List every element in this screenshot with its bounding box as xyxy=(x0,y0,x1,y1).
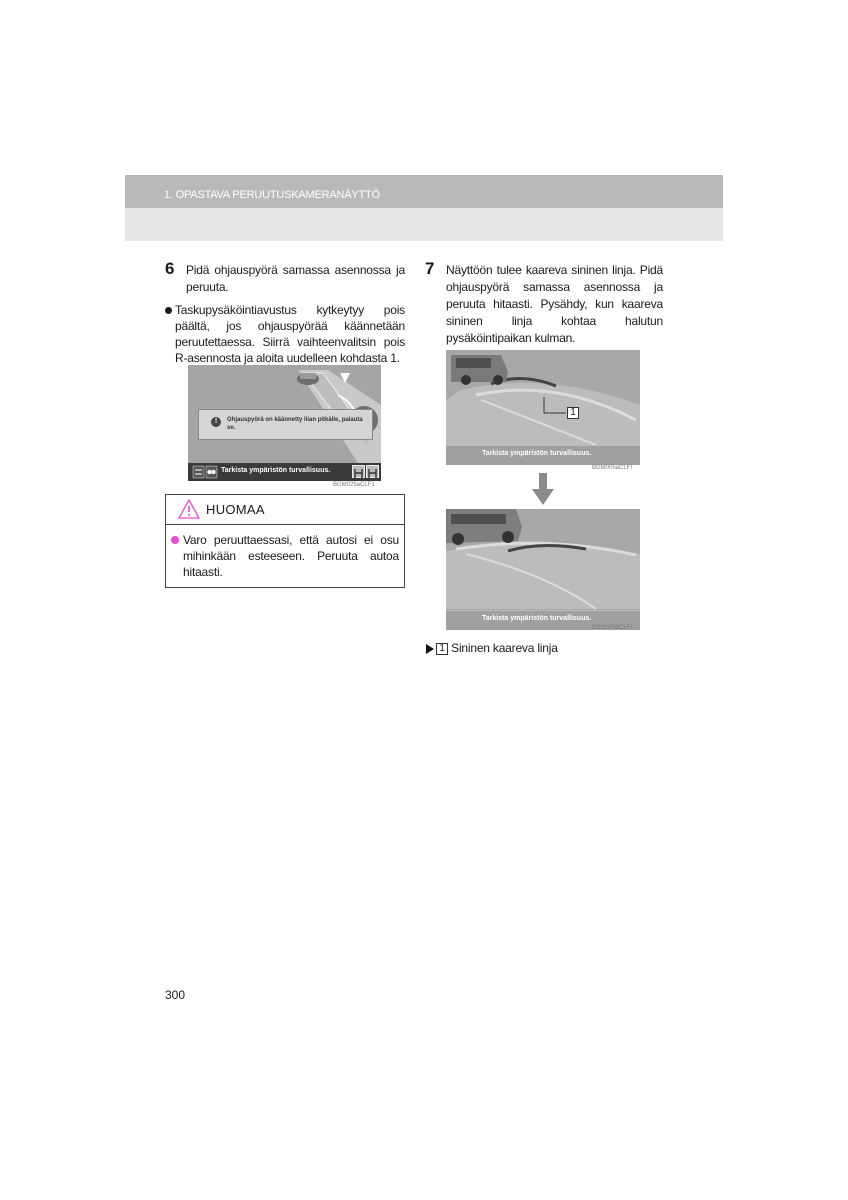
caution-header xyxy=(166,495,404,525)
bullet-dot-icon xyxy=(165,307,172,314)
warning-message: Ohjauspyörä on käännetty liian pitkälle, palauta se. xyxy=(227,417,363,431)
step-6 xyxy=(165,259,405,296)
screen-bar-text: Tarkista ympäristön turvallisuus. xyxy=(482,450,592,457)
camera-screen-curved-line-top xyxy=(446,350,640,465)
figure-code: BGM005aCLFI xyxy=(592,465,633,471)
caution-text: Varo peruuttaessasi, että autosi ei osu mihinkään esteeseen. Peruuta autoa hitaasti. xyxy=(183,533,399,579)
callout-label: 1 xyxy=(567,407,579,419)
bullet-text: Taskupysäköintiavustus kytkeytyy pois päältä, jos ohjauspyörää käännetään peruutettaessa. Siirrä vaihteenvalitsin pois R-asennosta ja aloita uudelleen kohdasta 1. xyxy=(175,303,405,365)
camera-screen-curved-line-bottom xyxy=(446,509,640,630)
arrow-down-icon xyxy=(532,473,554,505)
guide-lines-icon xyxy=(367,468,378,479)
caution-body xyxy=(171,532,399,580)
figure-code: BGM005bCLFI xyxy=(592,625,633,631)
screen-status-bar xyxy=(446,445,640,465)
header-title-bar xyxy=(125,175,723,208)
caution-dot-icon xyxy=(171,536,179,544)
section-title: 1. OPASTAVA PERUUTUSKAMERANÄYTTÖ xyxy=(164,189,380,201)
warning-triangle-icon xyxy=(178,498,200,520)
figure-legend xyxy=(426,640,558,656)
step-number: 7 xyxy=(425,259,435,278)
left-column xyxy=(165,259,405,366)
step-7 xyxy=(425,259,663,347)
figure-code: BGM025aCLF1 xyxy=(333,482,375,488)
page-header xyxy=(125,175,723,241)
guide-button-2[interactable] xyxy=(366,465,379,478)
screen-bar-text: Tarkista ympäristön turvallisuus. xyxy=(221,467,331,474)
warning-icon: ! xyxy=(211,417,221,427)
camera-screen-steering-warning xyxy=(188,365,381,481)
guide-lines-icon xyxy=(353,468,364,479)
screen-status-bar xyxy=(188,463,381,481)
step-text: Näyttöön tulee kaareva sininen linja. Pidä ohjauspyörä samassa asennossa ja peruuta hitaasti. Pysähdy, kun kaareva sininen linja kohtaa halutun pysäköintipaikan kulman. xyxy=(446,263,663,345)
step-number: 6 xyxy=(165,259,175,278)
screen-bar-text: Tarkista ympäristön turvallisuus. xyxy=(482,615,592,622)
step-text: Pidä ohjauspyörä samassa asennossa ja peruuta. xyxy=(186,263,405,294)
right-column xyxy=(425,259,663,347)
legend-label: Sininen kaareva linja xyxy=(451,641,558,655)
caution-title: HUOMAA xyxy=(206,502,265,517)
guide-button[interactable] xyxy=(352,465,365,478)
camera-mode-icon xyxy=(192,465,218,479)
legend-triangle-icon xyxy=(426,644,434,654)
page-number: 300 xyxy=(165,988,186,1002)
legend-number: 1 xyxy=(436,643,448,655)
bullet-note xyxy=(165,302,405,366)
caution-box xyxy=(165,494,405,588)
warning-dialog xyxy=(198,409,373,440)
camera-mode-buttons[interactable] xyxy=(192,465,218,479)
